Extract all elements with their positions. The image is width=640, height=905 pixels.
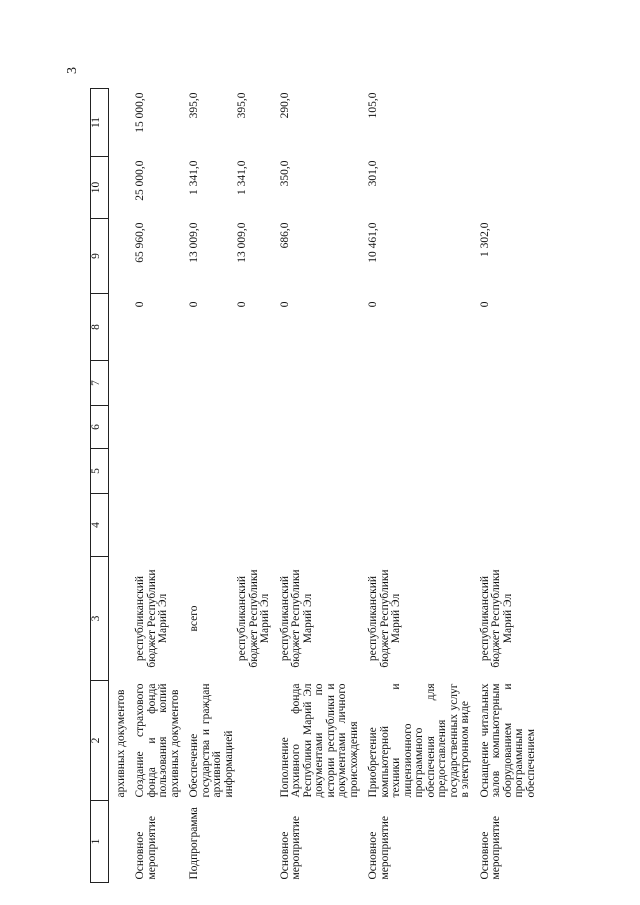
cell-c8: 0 — [478, 301, 491, 308]
cell-name — [236, 681, 273, 801]
col-header: 4 — [91, 494, 109, 557]
cell-c9: 65 960,0 — [134, 222, 146, 263]
cell-c8: 0 — [278, 301, 291, 308]
cell-type — [236, 801, 273, 883]
table-row — [479, 89, 539, 883]
cell-type — [115, 801, 129, 883]
col-header: 8 — [91, 294, 109, 361]
cell-c10: 1 341,0 — [236, 160, 248, 195]
col-header: 2 — [91, 681, 109, 801]
cell-c8: 0 — [236, 301, 248, 308]
cell-c11: 395,0 — [236, 92, 248, 119]
table-row — [279, 89, 362, 883]
cell-c9: 13 009,0 — [236, 222, 248, 263]
cell-c11: 15 000,0 — [134, 92, 146, 133]
cell-name: Создание страхового фонда и фонда пользования копий архивных документов — [134, 683, 181, 798]
cell-source: республиканский бюджет Республики Марий Эл — [236, 569, 271, 668]
cell-type: Основное мероприятие — [134, 815, 158, 880]
table-row — [188, 89, 236, 883]
col-header: 1 — [91, 801, 109, 883]
cell-c10: 350,0 — [278, 160, 291, 187]
cell-type: Основное мероприятие — [367, 815, 391, 880]
col-header: 9 — [91, 219, 109, 294]
cell-type: Основное мероприятие — [278, 815, 302, 880]
page-number: 3 — [65, 67, 80, 74]
cell-c9 — [115, 219, 129, 294]
cell-type: Подпрограмма — [188, 807, 200, 880]
col-header: 3 — [91, 557, 109, 681]
cell-c9: 1 302,0 — [478, 222, 491, 257]
cell-name: архивных документов — [114, 689, 127, 798]
cell-c9: 686,0 — [278, 222, 291, 249]
col-header: 5 — [91, 449, 109, 494]
cell-name: Обеспечение государства и граждан архивной информацией — [188, 683, 235, 798]
col-header: 6 — [91, 406, 109, 449]
cell-c11: 105,0 — [367, 92, 379, 119]
cell-name: Оснащение читальных залов компьютерным оборудованием и программным обеспечением — [478, 683, 537, 798]
cell-c10: 1 341,0 — [188, 160, 200, 195]
cell-c8: 0 — [188, 301, 200, 308]
table-row — [236, 89, 273, 883]
cell-c8: 0 — [367, 301, 379, 308]
cell-c11 — [115, 89, 129, 157]
cell-c11 — [479, 89, 539, 157]
cell-name: Пополнение Архивного фонда Республики Марий Эл документами по истории республики и документами личного происхождения — [278, 683, 360, 798]
cell-source — [115, 557, 129, 681]
col-header: 10 — [91, 157, 109, 219]
cell-c10 — [479, 157, 539, 219]
cell-c9: 13 009,0 — [188, 222, 200, 263]
cell-type: Основное мероприятие — [478, 815, 502, 880]
cell-source: всего — [188, 605, 200, 632]
cell-name: Приобретение компьютерной техники и лицензионного программного обеспечения для предоставления государственных услуг в электронном виде — [367, 683, 471, 798]
table-row — [115, 89, 129, 883]
cell-c8 — [115, 294, 129, 361]
cell-c10 — [115, 157, 129, 219]
col-header: 11 — [91, 89, 109, 157]
cell-c10: 25 000,0 — [134, 160, 146, 201]
cell-source: республиканский бюджет Республики Марий Эл — [134, 569, 169, 668]
cell-c11: 290,0 — [278, 92, 291, 119]
cell-c11: 395,0 — [188, 92, 200, 119]
cell-source: республиканский бюджет Республики Марий Эл — [367, 569, 402, 668]
cell-source: республиканский бюджет Республики Марий Эл — [278, 569, 314, 668]
cell-c8: 0 — [134, 301, 146, 308]
header-row — [91, 89, 109, 883]
cell-c9: 10 461,0 — [367, 222, 379, 263]
budget-table — [90, 88, 538, 883]
col-header: 7 — [91, 361, 109, 406]
cell-source: республиканский бюджет Республики Марий Эл — [478, 569, 514, 668]
cell-c10: 301,0 — [367, 160, 379, 187]
table-row — [134, 89, 182, 883]
table-row — [367, 89, 473, 883]
